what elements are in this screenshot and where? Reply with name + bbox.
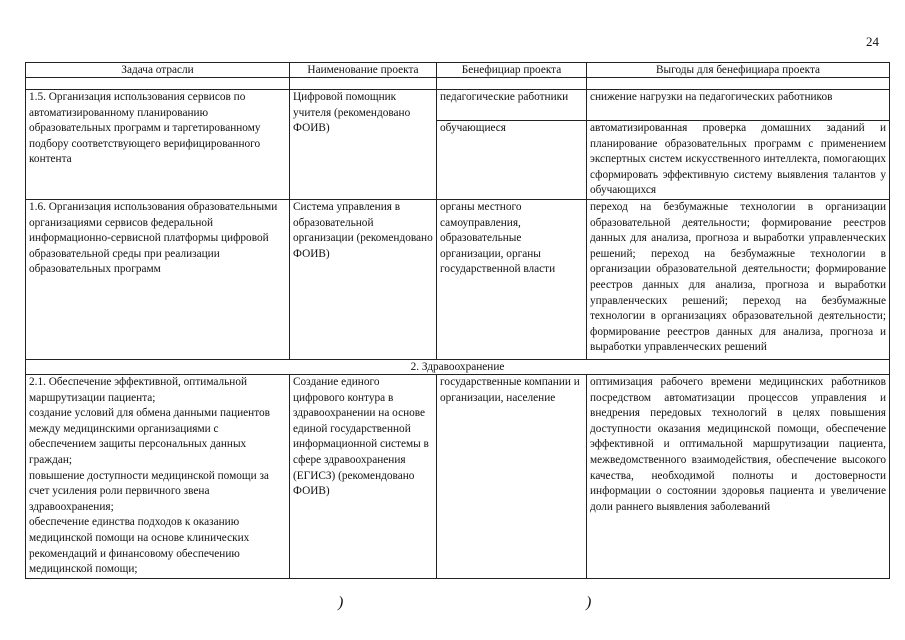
task-cell: 2.1. Обеспечение эффективной, оптимальной маршрутизации пациента; создание условий для обмена данными пациентов между медицинскими организациями с обеспечением защиты персональных данных граждан; повышение доступности медицинской помощи за счет усиления роли первичного звена здравоохранения; обеспечение единства подходов к оказанию медицинской помощи на основе клинических рекомендаций и финансовому обеспечению медицинской помощи; xyxy=(26,374,290,578)
beneficiary-cell: органы местного самоуправления, образовательные организации, органы государственной власти xyxy=(437,199,587,359)
project-cell: Создание единого цифрового контура в здравоохранении на основе единой государственной информационной системы в сфере здравоохранения (ЕГИСЗ) (рекомендовано ФОИВ) xyxy=(290,374,437,578)
page-number: 24 xyxy=(866,34,879,49)
task-cell: 1.5. Организация использования сервисов по автоматизированному планированию образовательных программ и таргетированному подбору соответствующего верифицированного контента xyxy=(26,90,290,200)
table-row xyxy=(26,90,890,121)
section-row xyxy=(26,359,890,374)
beneficiary-cell: обучающиеся xyxy=(437,121,587,200)
header-task: Задача отрасли xyxy=(26,63,290,78)
header-benefit: Выгоды для бенефициара проекта xyxy=(587,63,890,78)
spacer-row xyxy=(26,78,890,90)
task-cell: 1.6. Организация использования образовательными организациями сервисов федеральной информационно-сервисной платформы цифровой образовательной среды при реализации образовательных программ xyxy=(26,199,290,359)
beneficiary-cell: педагогические работники xyxy=(437,90,587,121)
header-row xyxy=(26,63,890,78)
benefit-cell: оптимизация рабочего времени медицинских работников посредством автоматизации процессов управления и внедрения передовых технологий в целях повышения доступности оказания медицинской помощи, обеспечение эффективной и оптимальной маршрутизации пациента, межведомственного взаимодействия, обеспечение высокого качества, необходимой полноты и достоверности информации о состоянии здоровья пациента и увеличение доли раннего выявления заболеваний xyxy=(587,374,890,578)
header-beneficiary: Бенефициар проекта xyxy=(437,63,587,78)
table-row xyxy=(26,374,890,578)
section-title: 2. Здравоохранение xyxy=(26,359,890,374)
header-project: Наименование проекта xyxy=(290,63,437,78)
beneficiary-cell: государственные компании и организации, население xyxy=(437,374,587,578)
footer-mark: ) xyxy=(338,594,344,611)
benefit-cell: автоматизированная проверка домашних заданий и планирование образовательных программ с применением экспертных систем искусственного интеллекта, помогающих сформировать эффективную систему выявления талантов у обучающихся xyxy=(587,121,890,200)
projects-table xyxy=(25,62,890,579)
benefit-cell: снижение нагрузки на педагогических работников xyxy=(587,90,890,121)
benefit-cell: переход на безбумажные технологии в организации образовательной деятельности; формирование реестров данных для анализа, прогноза и выработки управленческих решений; переход на безбумажные технологии в организации образовательной деятельности; формирование реестров данных для анализа, прогноза и выработки управленческих решений; переход на безбумажные технологии в организациях образовательной деятельности; формирование реестров данных для анализа, прогноза и выработки управленческих решений xyxy=(587,199,890,359)
footer-mark: ) xyxy=(586,594,592,611)
project-cell: Цифровой помощник учителя (рекомендовано ФОИВ) xyxy=(290,90,437,200)
project-cell: Система управления в образовательной организации (рекомендовано ФОИВ) xyxy=(290,199,437,359)
table-row xyxy=(26,199,890,359)
